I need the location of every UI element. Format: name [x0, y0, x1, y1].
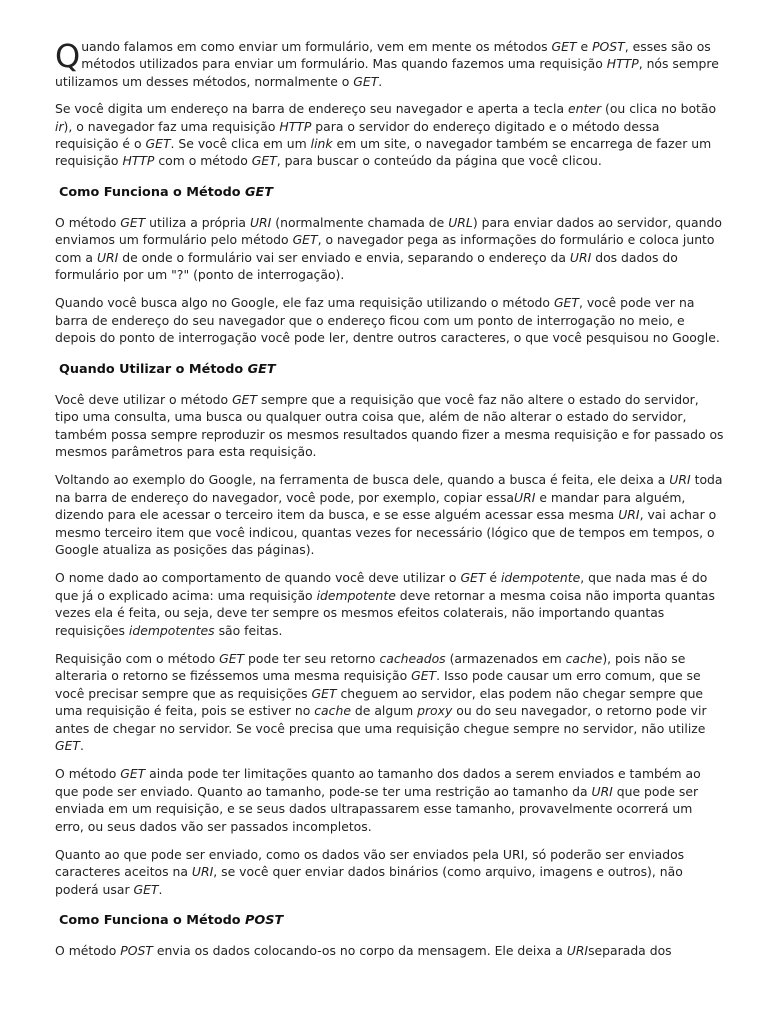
text: ), o navegador faz uma requisição [63, 118, 280, 134]
paragraph [55, 650, 725, 754]
paragraph [55, 942, 725, 959]
heading-text: Quando Utilizar o Método [59, 361, 248, 377]
text: . [158, 881, 163, 897]
text-emphasis: GET [411, 668, 437, 684]
text-emphasis: URI [514, 489, 536, 505]
text: ou do seu navegador, o retorno pode vir antes de chegar no servidor. Se você precisa que uma requisição chegue sempre no servidor, não utilize [55, 703, 707, 736]
text-emphasis: idempotente [316, 587, 396, 603]
text: e mandar para alguém, dizendo para ele acessar o terceiro item da busca, e se esse alguém acessar essa mesma [55, 489, 686, 523]
text: Quanto ao que pode ser enviado, como os dados vão ser enviados pela URI, só poderão ser enviados caracteres aceitos na [55, 847, 685, 880]
text: para o servidor do endereço digitado e o método dessa requisição é o [55, 118, 660, 152]
text-emphasis: GET [553, 295, 579, 311]
text: , nós sempre utilizamos um desses métodos, normalmente o [55, 56, 719, 89]
text-emphasis: enter [567, 101, 602, 117]
text: ), pois não se alteraria o retorno se fizéssemos uma mesma requisição [55, 650, 686, 684]
text-emphasis: idempotente [500, 570, 581, 586]
text: (normalmente chamada de [271, 214, 449, 230]
text: que pode ser enviada em um requisição, e se seus dados ultrapassarem esse tamanho, provavelmente ocorrerá um erro, ou seus dados vão ser passados incompletos. [55, 783, 699, 834]
text-emphasis: GET [120, 766, 146, 782]
heading-emphasis: POST [245, 913, 284, 929]
text-emphasis: URI [569, 249, 592, 265]
text-emphasis: HTTP [606, 56, 639, 72]
text-emphasis: POST [592, 39, 625, 54]
text: , que nada mas é do que já o explicado acima: uma requisição [55, 570, 708, 603]
text-emphasis: POST [120, 943, 153, 959]
text: Você deve utilizar o método [55, 391, 233, 407]
text: O nome dado ao comportamento de quando você deve utilizar o [55, 570, 461, 586]
text: Requisição com o método [55, 650, 220, 666]
text: envia os dados colocando-os no corpo da mensagem. Ele deixa a [152, 943, 567, 959]
text-emphasis: URL [448, 214, 473, 230]
text: com o método [154, 153, 252, 169]
text: , esses são os métodos utilizados para enviar um formulário. Mas quando fazemos uma requisição [81, 39, 711, 72]
paragraph [55, 391, 725, 461]
text: pode ter seu retorno [244, 650, 380, 666]
text: , vai achar o mesmo terceiro item que você indicou, quantas vezes for necessário (lógico que de tempos em tempos, o Google atualiza as posições das páginas). [55, 507, 717, 557]
text: , o navegador pega as informações do formulário e coloca junto com a [55, 232, 715, 265]
text: (ou clica no botão [601, 101, 717, 117]
text-emphasis: URI [618, 507, 640, 523]
drop-cap: Q [55, 37, 81, 75]
text: O método [55, 766, 121, 782]
heading-text: Como Funciona o Método [59, 184, 246, 200]
text: ainda pode ter limitações quanto ao tamanho dos dados a serem enviados e também ao que pode ser enviado. Quanto ao tamanho, pode-se ter uma restrição ao tamanho da [55, 766, 701, 799]
text-emphasis: GET [292, 232, 318, 248]
text-emphasis: GET [311, 685, 337, 701]
heading-emphasis: GET [247, 361, 276, 377]
text-emphasis: GET [120, 214, 146, 230]
section-heading [59, 185, 725, 201]
text-emphasis: GET [460, 570, 486, 586]
text: , se você quer enviar dados binários (como arquivo, imagens e outros), não poderá usar [55, 864, 683, 897]
text-emphasis: GET [353, 73, 379, 89]
text: . [378, 73, 383, 89]
text: . Se você clica em um [170, 136, 311, 152]
text: uando falamos em como enviar um formulário, vem em mente os métodos [81, 39, 552, 54]
text: . Isso pode causar um erro comum, que se você precisar sempre que as requisições [55, 668, 701, 701]
paragraph [55, 846, 725, 898]
text: separada dos [588, 943, 672, 959]
text: . [80, 738, 84, 753]
text-emphasis: link [310, 136, 333, 152]
section-heading [59, 362, 725, 378]
text-emphasis: GET [551, 39, 577, 54]
text-emphasis: URI [591, 783, 613, 799]
paragraph [55, 100, 725, 170]
text-emphasis: proxy [417, 703, 453, 719]
text-emphasis: URI [191, 864, 214, 880]
paragraph [55, 471, 725, 558]
paragraph [55, 765, 725, 835]
section-heading [59, 913, 725, 929]
text-emphasis: URI [96, 249, 119, 265]
text: O método [55, 943, 121, 959]
text-emphasis: URI [566, 943, 589, 959]
text-emphasis: ir [55, 118, 64, 134]
text: , você pode ver na barra de endereço do seu navegador que o endereço ficou com um ponto de interrogação no meio, e depois do ponto de interrogação você pode ler, dentre outros caracteres, o que você pesquisou no Google. [55, 295, 720, 346]
paragraph [55, 569, 725, 639]
text-emphasis: GET [251, 153, 277, 169]
heading-text: Como Funciona o Método [59, 913, 246, 929]
text: ) para enviar dados ao servidor, quando enviamos um formulário pelo método [55, 214, 722, 248]
text: em um site, o navegador também se encarrega de fazer um requisição [55, 136, 712, 169]
text-emphasis: cache [314, 703, 351, 719]
text-emphasis: GET [133, 881, 159, 897]
text: O método [55, 214, 121, 230]
paragraph-intro [55, 38, 725, 90]
text-emphasis: URI [669, 472, 691, 488]
text: Voltando ao exemplo do Google, na ferramenta de busca dele, quando a busca é feita, ele deixa a [55, 472, 670, 488]
text: de algum [350, 703, 418, 719]
text: sempre que a requisição que você faz não altere o estado do servidor, tipo uma consulta, uma busca ou qualquer outra coisa que, além de não alterar o estado do servidor, também possa sempre reproduzir os mesmos resultados quando fizer a mesma requisição e for passado os mesmos parâmetros para esta requisição. [55, 391, 724, 459]
text: utiliza a própria [145, 214, 250, 230]
text-emphasis: GET [219, 650, 245, 666]
text-emphasis: GET [232, 391, 258, 407]
text-emphasis: HTTP [122, 153, 155, 169]
text: , para buscar o conteúdo da página que você clicou. [276, 153, 602, 169]
text-emphasis: idempotentes [128, 622, 215, 638]
text: Se você digita um endereço na barra de endereço seu navegador e aperta a tecla [55, 101, 568, 117]
text-emphasis: HTTP [279, 118, 312, 134]
heading-emphasis: GET [245, 184, 274, 200]
text-emphasis: URI [249, 214, 272, 230]
text: e [576, 39, 593, 54]
text: é [485, 570, 501, 586]
article [55, 38, 725, 971]
text: toda na barra de endereço do navegador, você pode, por exemplo, copiar essa [55, 472, 723, 505]
text: são feitas. [214, 622, 283, 638]
text: deve retornar a mesma coisa não importa quantas vezes ela é feita, ou seja, deve ter sempre os mesmos efeitos colaterais, não importando quantas requisições [55, 587, 715, 638]
text-emphasis: GET [145, 136, 171, 152]
text-emphasis: GET [55, 738, 80, 753]
paragraph [55, 294, 725, 346]
text-emphasis: cache [565, 650, 603, 666]
text: de onde o formulário vai ser enviado e envia, separando o endereço da [118, 249, 570, 265]
text: dos dados do formulário por um "?" (ponto de interrogação). [55, 249, 678, 283]
text: (armazenados em [445, 650, 566, 666]
paragraph [55, 214, 725, 284]
text: cheguem ao servidor, elas podem não chegar sempre que uma requisição é feita, pois se estiver no [55, 685, 704, 719]
text: Quando você busca algo no Google, ele faz uma requisição utilizando o método [55, 295, 554, 311]
text-emphasis: cacheados [379, 650, 446, 666]
